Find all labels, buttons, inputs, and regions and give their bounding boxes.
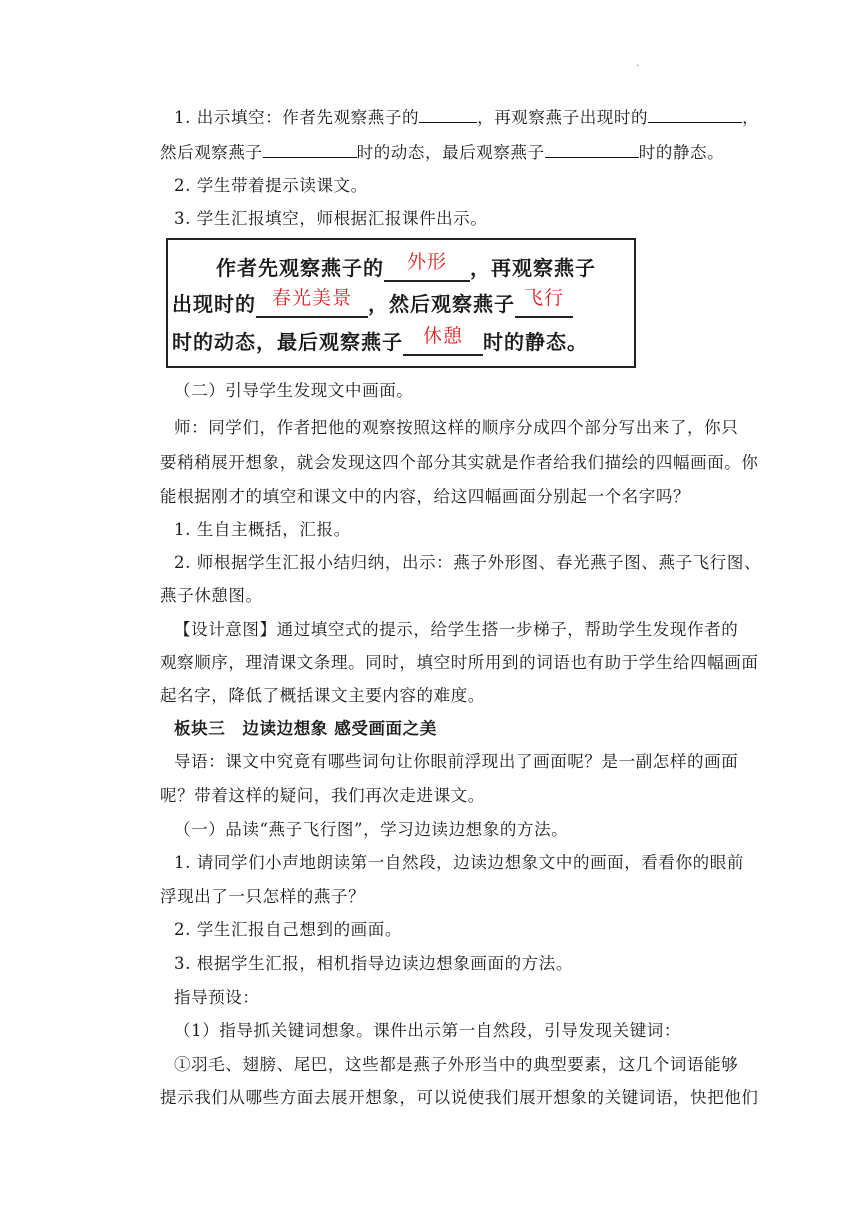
body-line: 3. 根据学生汇报，相机指导边读边想象画面的方法。 [174,954,573,973]
body-line: 浮现出了一只怎样的燕子？ [160,887,366,906]
body-line: 1. 生自主概括，汇报。 [174,520,351,539]
body-line: 呢？带着这样的疑问，我们再次走进课文。 [160,786,485,805]
step-3: 3. 学生汇报填空，师根据汇报课件出示。 [174,209,488,228]
body-line: 指导预设： [174,988,260,1007]
body-line: 导语：课文中究竟有哪些词句让你眼前浮现出了画面呢？是一副怎样的画面 [174,752,739,771]
answer-text: 外形 [406,251,447,273]
body-line: 起名字，降低了概括课文主要内容的难度。 [160,686,485,705]
step-2: 2. 学生带着提示读课文。 [174,176,368,195]
answer-blank [403,325,483,356]
body-line: 能根据刚才的填空和课文中的内容，给这四幅画面分别起一个名字吗？ [160,487,691,506]
prompt-line-1: 1. 出示填空：作者先观察燕子的 ，再观察燕子出现时的 ， [174,108,760,127]
blank [419,106,477,123]
body-line: 观察顺序，理清课文条理。同时，填空时所用到的词语也有助于学生给四幅画面 [160,653,759,672]
blank [545,141,639,158]
box-row-2: 出现时的 春光美景 ，然后观察燕子 飞行 [172,290,573,318]
blank [263,141,357,158]
header-mark: . [636,58,640,69]
box-row-3: 时的动态，最后观察燕子 休憩 时的静态。 [172,328,588,356]
body-line: ①羽毛、翅膀、尾巴，这些都是燕子外形当中的典型要素，这几个词语能够 [174,1055,739,1074]
body-line: 1. 请同学们小声地朗读第一自然段，边读边想象文中的画面，看看你的眼前 [174,853,744,872]
body-line: （1）指导抓关键词想象。课件出示第一自然段，引导发现关键词： [174,1021,681,1040]
body-line: 2. 师根据学生汇报小结归纳，出示：燕子外形图、春光燕子图、燕子飞行图、 [174,553,762,572]
blank [648,106,742,123]
prompt-line-2: 然后观察燕子 时的动态，最后观察燕子 时的静态。 [160,143,725,162]
answer-blank [515,287,573,318]
answer-blank [256,287,368,318]
body-line: （二）引导学生发现文中画面。 [174,381,414,400]
body-line: 提示我们从哪些方面去展开想象，可以说使我们展开想象的关键词语，快把他们 [160,1088,759,1107]
section-heading: 板块三 边读边想象 感受画面之美 [174,719,437,738]
box-row-1: 作者先观察燕子的 外形 ，再观察燕子 [216,254,596,282]
body-line: 要稍稍展开想象，就会发现这四个部分其实就是作者给我们描绘的四幅画面。你 [160,453,759,472]
body-line: 2. 学生汇报自己想到的画面。 [174,920,402,939]
answer-blank [384,251,470,282]
answer-text: 休憩 [422,325,463,347]
body-line: 师：同学们，作者把他的观察按照这样的顺序分成四个部分写出来了，你只 [174,418,739,437]
answer-text: 春光美景 [271,287,352,309]
body-line: 【设计意图】通过填空式的提示，给学生搭一步梯子，帮助学生发现作者的 [174,620,739,639]
body-line: （一）品读“燕子飞行图”，学习边读边想象的方法。 [174,820,569,839]
body-line: 燕子休憩图。 [160,586,263,605]
answer-text: 飞行 [523,287,564,309]
